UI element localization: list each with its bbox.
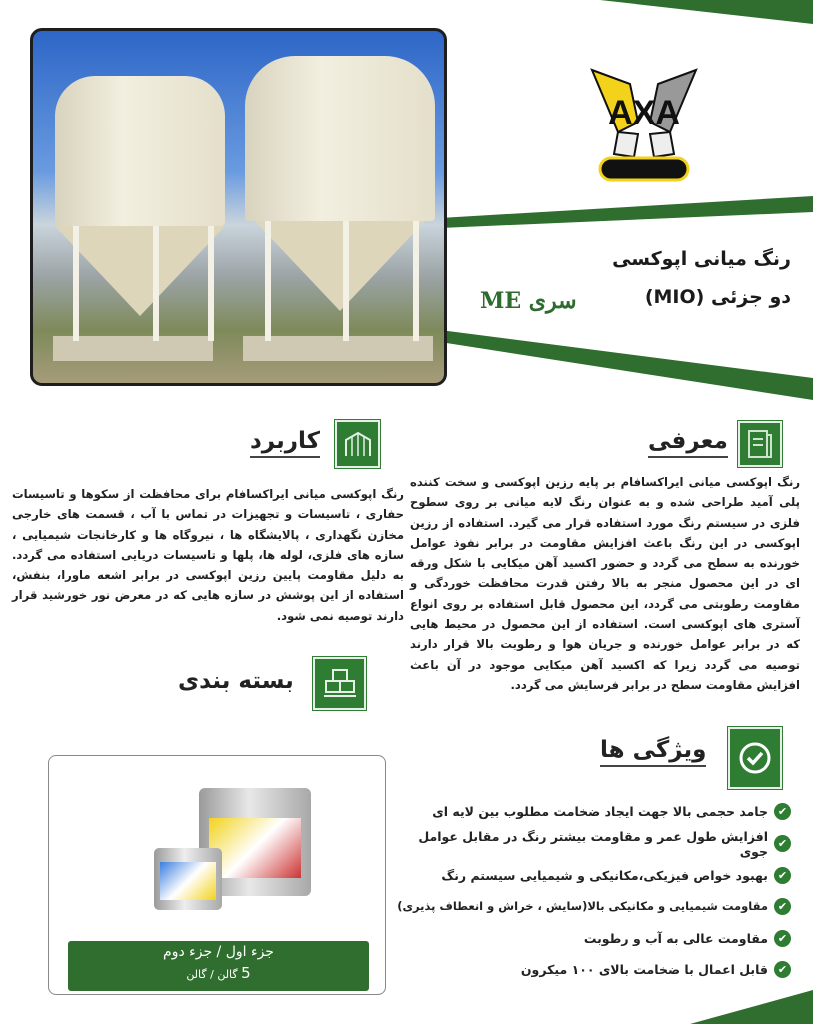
features-list [397,796,791,986]
feature-text: مقاومت عالی به آب و رطوبت [583,930,768,946]
feature-item [397,828,791,860]
feature-text: افزایش طول عمر و مقاومت بیشتر رنگ در مقابل عوامل جوی [418,828,768,859]
check-circle-icon: ✔ [774,867,791,884]
feature-text: جامد حجمی بالا جهت ایجاد ضخامت مطلوب بین لایه ای [432,804,768,820]
product-title-line2: دو جزئی (MIO) [644,286,791,308]
silo-photo [30,28,447,386]
features-heading: ویژگی ها [600,737,706,767]
feature-item [397,860,791,892]
usage-text: رنگ اپوکسی میانی ایراکسافام برای محافظت از سکوها و تاسیسات حفاری ، تاسیسات و تجهیزات در تماس با آب ، قسمت های خارجی مخازن نگهداری ، پالایشگاه ها ، نیروگاه ها و کارخانجات شیمیایی ، سازه های فلزی، لوله ها، پلها و تاسیسات دریایی استفاده می گردد. به دلیل مقاومت پایین رزین اپوکسی در برابر اشعه ماورا، بنفش، استفاده از این پوشش در سازه هایی که در معرض نور خورشید قرار دارند توصیه نمی شود. [12,487,404,623]
feature-item [397,923,791,955]
packaging-parts: جزء اول / جزء دوم [163,944,274,960]
intro-text: رنگ اپوکسی میانی ایراکسافام بر پایه رزین اپوکسی و سخت کننده پلی آمید طراحی شده و به عنوان رنگ لایه میانی بر روی سطوح فلزی در سیستم رنگ مورد استفاده قرار می گیرد. استفاده از رزین اپوکسی در این رنگ باعث افزایش مقاومت در برابر نفوذ عوامل خورنده به سطح می گردد و حضور اکسید آهن میکایی با شکل ورقه ای در این محصول منجر به بالا رفتن قدرت محافظت خوردگی و مقاومت رطوبتی می گردد، این محصول قابل استفاده بر روی انواع آستری های اپوکسی است. استفاده از این محصول در محیط هایی که در برابر عوامل خورنده و جریان هوا و رطوبت بالا قرار دارند توصیه می گردد زیرا که اکسید آهن میکایی موجود در آن باعث افزایش مقاومت سطح در برابر فرسایش می گردد. [410,475,800,692]
check-circle-icon: ✔ [774,835,791,852]
feature-text: قابل اعمال با ضخامت بالای ۱۰۰ میکرون [520,962,768,978]
check-circle-icon: ✔ [774,961,791,978]
packaging-label [68,941,369,991]
product-series: سری ME [480,288,577,314]
check-circle-icon: ✔ [774,930,791,947]
feature-text: بهبود خواص فیزیکی،مکانیکی و شیمیایی سیستم رنگ [441,867,768,883]
svg-text:AXA: AXA [608,94,680,132]
boxes-pallet-icon [313,657,366,710]
packaging-heading: بسته بندی [178,668,294,694]
usage-heading: کاربرد [250,428,320,458]
check-circle-icon: ✔ [774,803,791,820]
feature-text: مقاومت شیمیایی و مکانیکی بالا(سایش ، خراش و انعطاف پذیری) [397,899,768,914]
intro-heading: معرفی [648,428,728,458]
feature-item [397,796,791,828]
check-circle-icon: ✔ [774,898,791,915]
size-units: گالن / گالن [186,968,238,981]
document-icon [738,421,782,467]
product-title-line1: رنگ میانی اپوکسی [612,248,791,270]
packaging-size [68,964,369,982]
feature-item [397,954,791,986]
feature-item [397,891,791,923]
size-number: 5 [241,964,251,982]
greenhouse-icon [335,420,380,468]
checkmark-icon [728,727,782,789]
paint-can-small [154,848,222,910]
axa-logo [588,62,700,187]
